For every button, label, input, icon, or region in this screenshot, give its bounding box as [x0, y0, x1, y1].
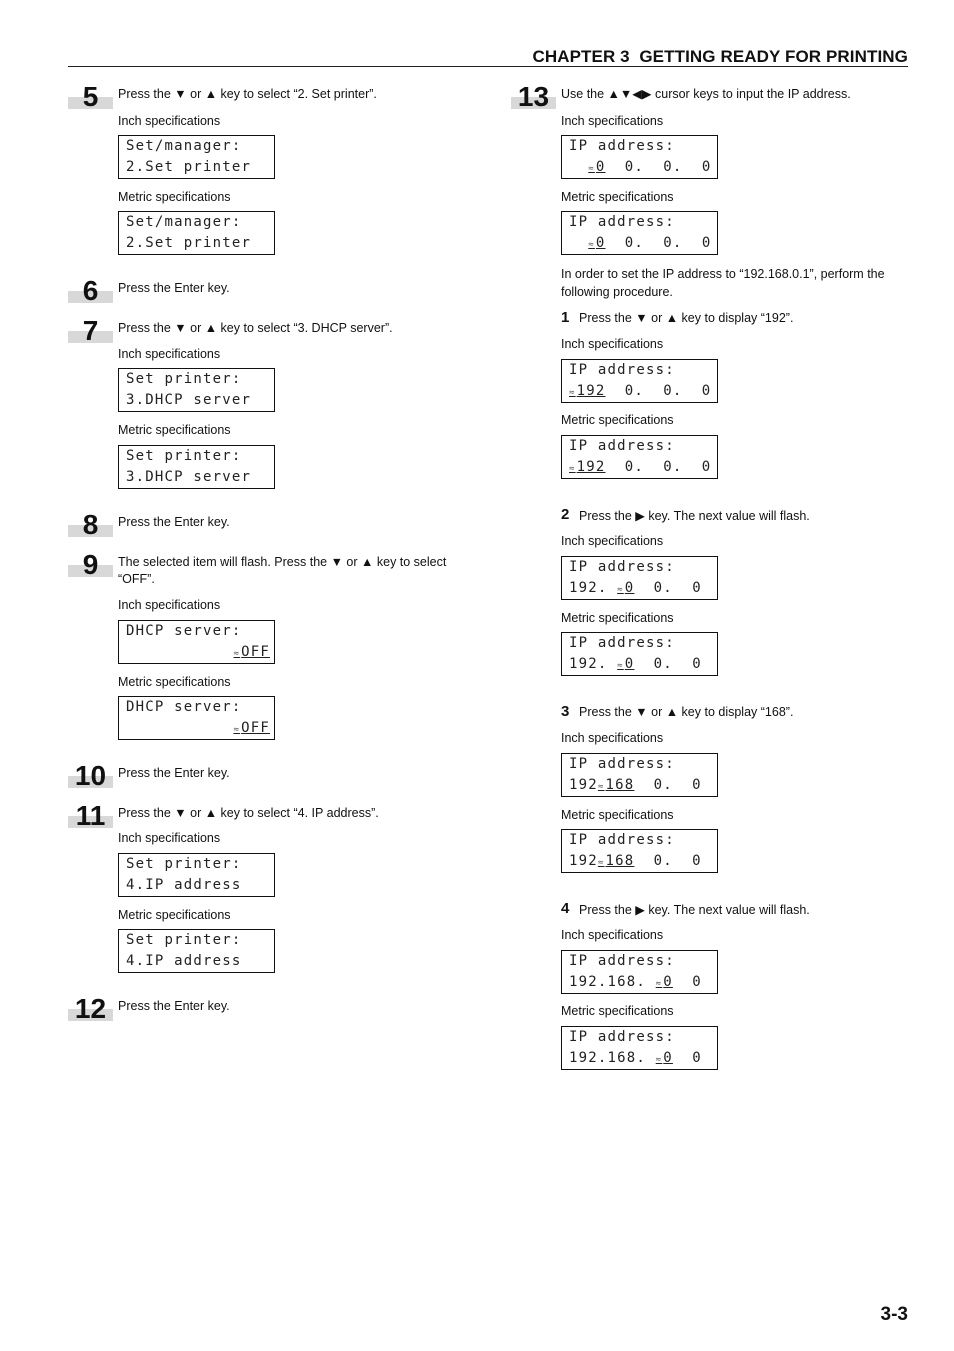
metric-spec-label: Metric specifications — [561, 611, 674, 625]
inch-spec-label: Inch specifications — [561, 928, 664, 942]
step-instruction: Press the Enter key. — [118, 515, 230, 529]
lcd-display-metric: IP address: 192≈ 168 0. 0 — [561, 829, 718, 873]
inch-spec-label: Inch specifications — [118, 114, 221, 128]
inch-spec-label: Inch specifications — [561, 534, 664, 548]
flashing-value: ≈ 168 — [598, 777, 635, 793]
page-number: 3-3 — [880, 1304, 908, 1325]
step-number: 12 — [68, 991, 113, 1021]
lcd-display-metric: Set printer: 3.DHCP server — [118, 445, 275, 489]
step-number: 9 — [68, 547, 113, 577]
inch-spec-label: Inch specifications — [118, 831, 221, 845]
inch-spec-label: Inch specifications — [561, 114, 664, 128]
step-number: 13 — [511, 79, 556, 109]
flashing-value: ≈ 0 — [617, 580, 634, 596]
step-number: 7 — [68, 313, 113, 343]
inch-spec-label: Inch specifications — [561, 337, 664, 351]
flashing-value: ≈ 0 — [656, 1050, 673, 1066]
flashing-value: ≈ OFF — [233, 720, 270, 736]
step-instruction: Press the Enter key. — [118, 281, 230, 295]
lcd-display-inch: IP address: ≈ 0 0. 0. 0 — [561, 135, 718, 179]
metric-spec-label: Metric specifications — [561, 413, 674, 427]
step-instruction: Press the ▼ or ▲ key to select “2. Set printer”. — [118, 87, 377, 101]
inch-spec-label: Inch specifications — [118, 347, 221, 361]
step-instruction: Press the ▼ or ▲ key to select “3. DHCP server”. — [118, 321, 393, 335]
step-number: 5 — [68, 79, 113, 109]
flashing-value: ≈ 0 — [617, 656, 634, 672]
lcd-display-metric: Set printer: 4.IP address — [118, 929, 275, 973]
lcd-display-inch: IP address: ≈ 192 0. 0. 0 — [561, 359, 718, 403]
lcd-display-inch: Set/manager: 2.Set printer — [118, 135, 275, 179]
flashing-value: ≈ 0 — [588, 159, 605, 175]
metric-spec-label: Metric specifications — [118, 675, 231, 689]
page-header — [68, 46, 908, 67]
inch-spec-label: Inch specifications — [561, 731, 664, 745]
metric-spec-label: Metric specifications — [561, 1004, 674, 1018]
metric-spec-label: Metric specifications — [118, 423, 231, 437]
flashing-value: ≈ 0 — [588, 235, 605, 251]
procedure-intro: In order to set the IP address to “192.168.0.1”, perform the following procedure. — [561, 267, 885, 299]
step-instruction: Use the ▲▼◀▶ cursor keys to input the IP address. — [561, 87, 851, 101]
chapter-title: CHAPTER 3 GETTING READY FOR PRINTING — [532, 47, 908, 66]
lcd-display-metric: IP address: ≈ 192 0. 0. 0 — [561, 435, 718, 479]
lcd-display-inch: IP address: 192.168. ≈ 0 0 — [561, 950, 718, 994]
metric-spec-label: Metric specifications — [118, 190, 231, 204]
step-number: 6 — [68, 273, 113, 303]
flashing-value: ≈ 192 — [569, 459, 606, 475]
lcd-display-metric: DHCP server: ≈ OFF — [118, 696, 275, 740]
lcd-display-inch: Set printer: 4.IP address — [118, 853, 275, 897]
lcd-display-metric: IP address: ≈ 0 0. 0. 0 — [561, 211, 718, 255]
lcd-display-inch: DHCP server: ≈ OFF — [118, 620, 275, 664]
lcd-display-inch: Set printer: 3.DHCP server — [118, 368, 275, 412]
flashing-value: ≈ 192 — [569, 383, 606, 399]
step-number: 11 — [68, 798, 113, 828]
step-instruction: Press the Enter key. — [118, 999, 230, 1013]
lcd-display-metric: IP address: 192.168. ≈ 0 0 — [561, 1026, 718, 1070]
inch-spec-label: Inch specifications — [118, 598, 221, 612]
step-instruction: Press the ▼ or ▲ key to select “4. IP address”. — [118, 806, 379, 820]
lcd-display-inch: IP address: 192. ≈ 0 0. 0 — [561, 556, 718, 600]
metric-spec-label: Metric specifications — [561, 190, 674, 204]
step-instruction: Press the Enter key. — [118, 766, 230, 780]
lcd-display-metric: IP address: 192. ≈ 0 0. 0 — [561, 632, 718, 676]
flashing-value: ≈ OFF — [233, 644, 270, 660]
flashing-value: ≈ 0 — [656, 974, 673, 990]
step-number: 8 — [68, 507, 113, 537]
step-instruction: The selected item will flash. Press the ▼ or ▲ key to select “OFF”. — [118, 555, 447, 586]
metric-spec-label: Metric specifications — [561, 808, 674, 822]
flashing-value: ≈ 168 — [598, 853, 635, 869]
metric-spec-label: Metric specifications — [118, 908, 231, 922]
lcd-display-inch: IP address: 192≈ 168 0. 0 — [561, 753, 718, 797]
lcd-display-metric: Set/manager: 2.Set printer — [118, 211, 275, 255]
step-number: 10 — [68, 758, 113, 788]
